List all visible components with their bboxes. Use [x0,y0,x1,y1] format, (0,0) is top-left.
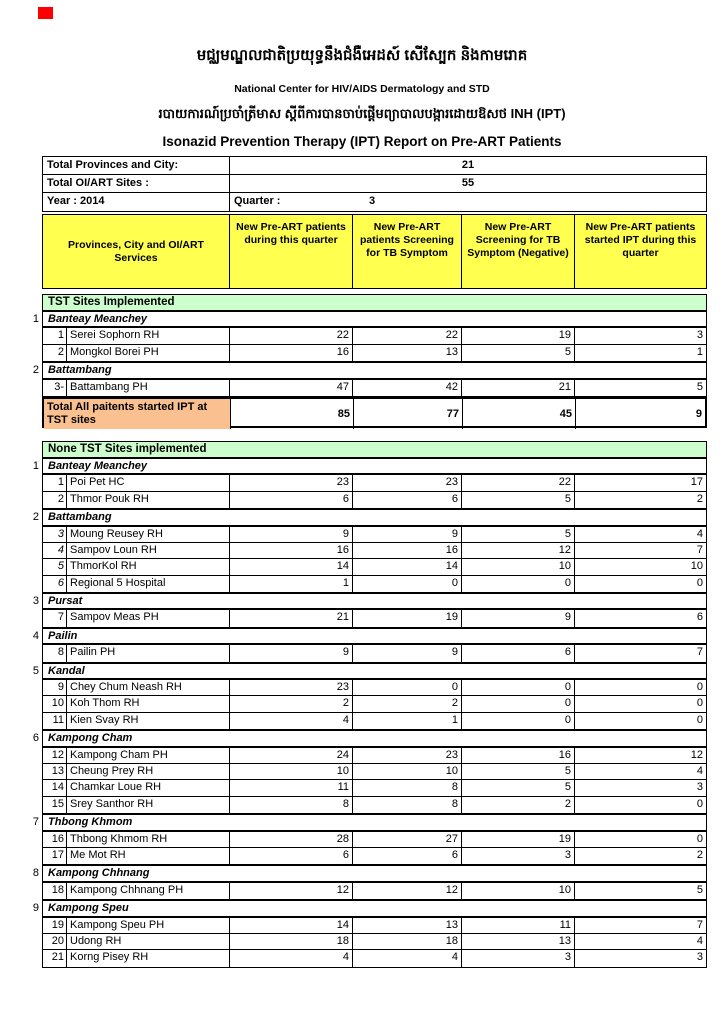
site-row [43,680,706,696]
site-number: 3 [43,527,67,542]
site-row [43,713,706,729]
province-group-rows [42,917,707,968]
site-value: 22 [353,328,462,343]
site-value: 23 [230,475,353,490]
site-name: Thbong Khmom RH [67,832,230,847]
site-value: 4 [696,934,703,947]
site-name: Koh Thom RH [67,696,230,711]
site-value: 16 [230,345,353,361]
site-name: Serei Sophorn RH [67,328,230,343]
site-row [43,748,706,764]
site-number: 1 [43,328,67,343]
site-value: 5 [462,527,575,542]
site-value: 6 [230,848,353,864]
quarter-value: 3 [368,195,376,207]
site-name: Kampong Speu PH [67,918,230,933]
column-header-screening: New Pre-ART patients Screening for TB Symptom [353,215,462,288]
province-row [32,814,707,830]
summary-row-sites [43,175,706,193]
section-title: TST Sites Implemented [42,294,707,311]
site-value: 5 [462,764,575,779]
site-value: 14 [230,559,353,574]
site-row [43,848,706,864]
province-group-rows [42,644,707,662]
site-value: 8 [353,797,462,813]
site-value: 12 [353,883,462,899]
site-value: 4 [230,950,353,966]
province-row [32,628,707,644]
site-value: 4 [696,527,703,540]
site-number: 7 [43,610,67,626]
province-row [32,865,707,881]
site-value: 3 [696,329,703,342]
province-row [32,509,707,525]
province-name: Thbong Khmom [48,816,133,829]
column-header-new-patients: New Pre-ART patients during this quarter [230,215,353,288]
province-row [32,362,707,378]
site-number: 18 [43,883,67,899]
site-value: 6 [353,848,462,864]
site-value: 4 [696,764,703,777]
site-value: 10 [462,883,575,899]
site-value: 3 [462,848,575,864]
total-value: 85 [231,399,354,429]
site-value: 0 [696,832,703,845]
site-value: 10 [230,764,353,779]
site-number: 3- [43,380,67,396]
summary-box [42,156,707,212]
site-value: 7 [696,918,703,931]
site-value: 16 [230,543,353,558]
site-value: 2 [696,848,703,861]
site-number: 11 [43,713,67,729]
site-value: 0 [462,680,575,695]
site-value: 47 [230,380,353,396]
site-number: 9 [43,680,67,695]
site-value: 5 [462,780,575,795]
province-index: 1 [32,459,39,472]
site-value: 0 [462,576,575,592]
site-row [43,950,706,966]
site-name: Kien Svay RH [67,713,230,729]
site-value: 0 [696,797,703,810]
site-value: 5 [696,883,703,896]
site-value: 12 [230,883,353,899]
site-value: 7 [696,646,703,659]
province-group-rows [42,831,707,866]
site-name: Udong RH [67,934,230,949]
site-name: Moung Reusey RH [67,527,230,542]
summary-row-provinces [43,157,706,175]
site-row [43,328,706,344]
site-value: 2 [462,797,575,813]
site-value: 5 [696,380,703,393]
site-name: Chamkar Loue RH [67,780,230,795]
site-number: 16 [43,832,67,847]
site-value: 22 [230,328,353,343]
site-row [43,764,706,780]
site-row [43,345,706,361]
site-row [43,492,706,508]
province-name: Kampong Chhnang [48,867,150,880]
site-value: 1 [353,713,462,729]
site-value: 0 [696,576,703,589]
site-number: 12 [43,748,67,763]
site-value: 3 [696,781,703,794]
site-row [43,527,706,543]
site-value: 7 [696,543,703,556]
site-value: 1 [696,345,703,358]
site-value: 19 [462,328,575,343]
report-body [32,156,707,968]
province-name: Pursat [48,595,83,608]
site-row [43,832,706,848]
province-index: 7 [32,816,39,829]
column-header-provinces: Provinces, City and OI/ART Services [43,215,230,288]
site-name: Me Mot RH [67,848,230,864]
site-value: 10 [353,764,462,779]
site-value: 9 [353,645,462,661]
site-name: Regional 5 Hospital [67,576,230,592]
section [32,294,707,428]
site-number: 10 [43,696,67,711]
site-value: 16 [353,543,462,558]
site-number: 15 [43,797,67,813]
summary-row-year-quarter [43,193,706,211]
province-group-rows [42,526,707,594]
site-value: 11 [462,918,575,933]
site-number: 4 [43,543,67,558]
site-value: 14 [230,918,353,933]
province-name: Kampong Speu [48,902,129,915]
khmer-title: មជ្ឈមណ្ឌលជាតិប្រយុទ្ធនឹងជំងឺអេដស៍ សើស្បែក និងកាមរោគ [196,47,528,64]
province-name: Pailin [48,629,78,642]
site-row [43,645,706,661]
site-value: 9 [353,527,462,542]
site-value: 6 [696,611,703,624]
total-sites-label: Total OI/ART Sites : [43,175,230,192]
site-row [43,797,706,813]
site-number: 17 [43,848,67,864]
table-column-header [42,214,707,289]
site-value: 0 [696,697,703,710]
site-value: 14 [353,559,462,574]
province-row [32,730,707,746]
site-name: Srey Santhor RH [67,797,230,813]
site-value: 24 [230,748,353,763]
khmer-subtitle: របាយការណ៍ប្រចាំត្រីមាស ស្តីពីការបានចាប់ផ្តើមព្យាបាលបង្ការដោយឱសថ INH (IPT) [158,106,566,121]
province-name: Battambang [48,511,112,524]
section [32,441,707,968]
site-value: 28 [230,832,353,847]
site-name: Sampov Meas PH [67,610,230,626]
total-value: 9 [695,407,702,420]
site-value: 18 [353,934,462,949]
site-value: 2 [230,696,353,711]
site-value: 10 [690,560,703,573]
site-row [43,559,706,575]
province-group-rows [42,609,707,627]
province-row [32,593,707,609]
province-row [32,311,707,327]
site-name: Chey Chum Neash RH [67,680,230,695]
site-number: 13 [43,764,67,779]
site-value: 0 [462,713,575,729]
province-group-rows [42,474,707,509]
site-row [43,780,706,796]
site-value: 4 [230,713,353,729]
site-row [43,475,706,491]
province-name: Battambang [48,364,112,377]
total-value: 77 [354,399,463,429]
site-row [43,543,706,559]
summary-empty-cell [397,193,706,211]
site-value: 13 [353,918,462,933]
province-group-rows [42,882,707,900]
site-value: 5 [462,492,575,508]
site-row [43,610,706,626]
site-value: 0 [696,681,703,694]
site-value: 5 [462,345,575,361]
site-value: 3 [462,950,575,966]
site-number: 6 [43,576,67,592]
site-value: 4 [353,950,462,966]
site-number: 8 [43,645,67,661]
year-label: Year : 2014 [43,193,230,211]
site-value: 13 [462,934,575,949]
province-index: 5 [32,664,39,677]
site-value: 9 [230,645,353,661]
province-index: 6 [32,732,39,745]
site-name: Mongkol Borei PH [67,345,230,361]
site-name: Cheung Prey RH [67,764,230,779]
province-group-rows [42,327,707,362]
report-title: Isonazid Prevention Therapy (IPT) Report on Pre-ART Patients [162,134,562,149]
site-value: 22 [462,475,575,490]
site-row [43,696,706,712]
site-number: 1 [43,475,67,490]
total-provinces-value: 21 [461,159,475,171]
province-name: Banteay Meanchey [48,313,148,325]
site-value: 9 [230,527,353,542]
site-value: 42 [353,380,462,396]
site-value: 1 [230,576,353,592]
site-name: Kampong Chhnang PH [67,883,230,899]
site-number: 2 [43,345,67,361]
site-value: 19 [353,610,462,626]
site-number: 14 [43,780,67,795]
province-row [32,663,707,679]
site-value: 6 [353,492,462,508]
site-name: Battambang PH [67,380,230,396]
site-row [43,883,706,899]
site-name: Kampong Cham PH [67,748,230,763]
site-value: 2 [696,492,703,505]
total-value: 45 [463,399,576,429]
site-value: 12 [690,748,703,761]
province-index: 1 [32,313,39,325]
site-row [43,380,706,396]
total-label: Total All paitents started IPT at TST sites [44,399,231,429]
site-value: 11 [230,780,353,795]
section-title: None TST Sites implemented [42,441,707,458]
site-value: 23 [353,475,462,490]
site-value: 12 [462,543,575,558]
site-value: 10 [462,559,575,574]
site-value: 3 [696,951,703,964]
org-name-english: National Center for HIV/AIDS Dermatology and STD [234,83,490,95]
site-number: 2 [43,492,67,508]
site-name: ThmorKol RH [67,559,230,574]
province-index: 8 [32,867,39,880]
site-value: 17 [690,476,703,489]
site-value: 23 [353,748,462,763]
site-value: 23 [230,680,353,695]
total-provinces-label: Total Provinces and City: [43,157,230,174]
province-row [32,900,707,916]
site-name: Korng Pisey RH [67,950,230,966]
site-row [43,576,706,592]
site-value: 0 [696,713,703,726]
site-value: 9 [462,610,575,626]
site-row [43,918,706,934]
site-value: 18 [230,934,353,949]
province-index: 9 [32,902,39,915]
column-header-started-ipt: New Pre-ART patients started IPT during this quarter [575,215,706,288]
site-value: 8 [353,780,462,795]
column-header-screening-negative: New Pre-ART Screening for TB Symptom (Negative) [462,215,575,288]
site-name: Pailin PH [67,645,230,661]
province-group-rows [42,679,707,730]
province-name: Kandal [48,664,85,677]
province-group-rows [42,379,707,397]
site-number: 21 [43,950,67,966]
province-index: 3 [32,595,39,608]
quarter-label: Quarter : [234,195,281,207]
site-value: 6 [462,645,575,661]
site-value: 0 [462,696,575,711]
site-name: Sampov Loun RH [67,543,230,558]
site-value: 0 [353,680,462,695]
site-value: 6 [230,492,353,508]
site-row [43,934,706,950]
report-sections [32,294,707,968]
province-row [32,458,707,474]
province-name: Banteay Meanchey [48,459,148,472]
site-value: 16 [462,748,575,763]
site-name: Poi Pet HC [67,475,230,490]
site-value: 21 [462,380,575,396]
total-row [42,397,707,428]
site-number: 20 [43,934,67,949]
province-name: Kampong Cham [48,732,133,745]
province-index: 2 [32,511,39,524]
site-value: 8 [230,797,353,813]
site-value: 19 [462,832,575,847]
site-number: 19 [43,918,67,933]
site-number: 5 [43,559,67,574]
site-value: 21 [230,610,353,626]
red-marker-icon [38,7,53,19]
site-value: 2 [353,696,462,711]
site-value: 0 [353,576,462,592]
site-value: 27 [353,832,462,847]
site-name: Thmor Pouk RH [67,492,230,508]
province-index: 4 [32,629,39,642]
total-sites-value: 55 [461,177,475,189]
province-group-rows [42,747,707,815]
province-index: 2 [32,364,39,377]
site-value: 13 [353,345,462,361]
